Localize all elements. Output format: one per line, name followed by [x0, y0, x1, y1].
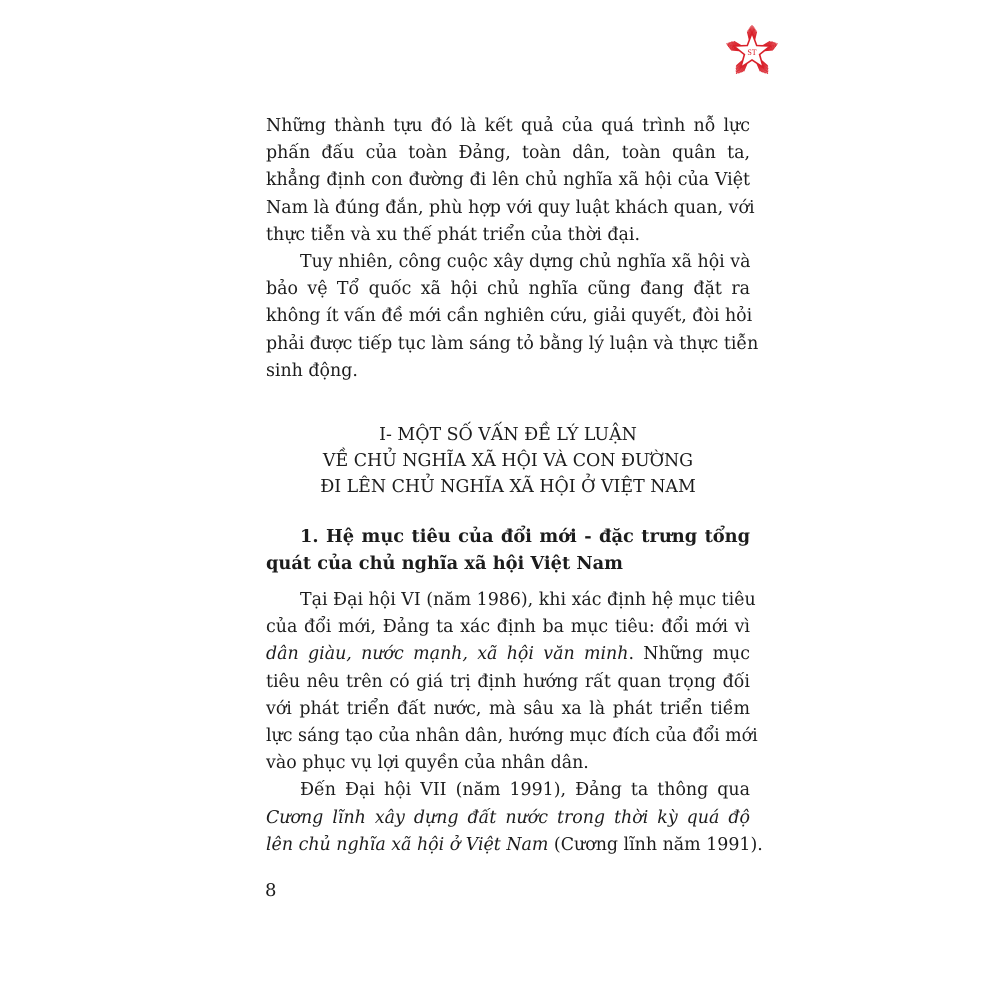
- text-line: [266, 303, 753, 330]
- text-line: [266, 222, 750, 249]
- text-segment: Tại Đại hội VI (năm 1986), khi xác định hệ mục tiêu: [300, 590, 756, 610]
- text-segment: I- MỘT SỐ VẤN ĐỀ LÝ LUẬN: [379, 425, 637, 445]
- text-segment: 1. Hệ mục tiêu của đổi mới - đặc trưng tổng: [300, 526, 750, 547]
- text-segment: với phát triển đất nước, mà sâu xa là phát triển tiềm: [266, 698, 750, 719]
- page-number: 8: [265, 880, 277, 901]
- text-line: [266, 140, 750, 167]
- text-segment: sinh động.: [266, 360, 358, 381]
- text-line: [266, 195, 755, 222]
- italic-text: dân giàu, nước mạnh, xã hội văn minh: [266, 644, 629, 665]
- text-line: [266, 641, 750, 668]
- italic-text: lên chủ nghĩa xã hội ở Việt Nam: [266, 834, 549, 855]
- text-line: [266, 723, 758, 750]
- paragraph-intro: [266, 113, 759, 385]
- text-segment: bảo vệ Tổ quốc xã hội chủ nghĩa cũng đang đặt ra: [266, 279, 750, 300]
- text-segment: Những thành tựu đó là kết quả của quá trình nỗ lực: [266, 116, 750, 136]
- text-segment: Tuy nhiên, công cuộc xây dựng chủ nghĩa xã hội và: [300, 251, 751, 272]
- text-line: [266, 587, 756, 614]
- paragraph-body: [266, 587, 763, 859]
- text-segment: Nam là đúng đắn, phù hợp với quy luật khách quan, với: [266, 197, 755, 218]
- text-line: [266, 358, 750, 385]
- section-heading: [266, 422, 750, 500]
- text-line: [266, 448, 750, 474]
- italic-text: Cương lĩnh xây dựng đất nước trong thời kỳ quá độ: [266, 807, 750, 828]
- text-line: [266, 805, 750, 832]
- text-segment: phải được tiếp tục làm sáng tỏ bằng lý luận và thực tiễn: [266, 333, 759, 354]
- text-segment: tiêu nêu trên có giá trị định hướng rất quan trọng đối: [266, 671, 750, 692]
- text-segment: của đổi mới, Đảng ta xác định ba mục tiêu: đổi mới vì: [266, 617, 750, 638]
- text-line: [266, 167, 750, 194]
- text-line: [266, 669, 750, 696]
- text-segment: quát của chủ nghĩa xã hội Việt Nam: [266, 553, 623, 575]
- text-line: [266, 331, 759, 358]
- text-segment: lực sáng tạo của nhân dân, hướng mục đích của đổi mới: [266, 725, 758, 746]
- text-segment: VỀ CHỦ NGHĨA XÃ HỘI VÀ CON ĐƯỜNG: [322, 451, 694, 471]
- text-line: [266, 832, 763, 859]
- logo-monogram: ST: [747, 48, 757, 57]
- publisher-star-logo: [722, 22, 782, 82]
- subsection-heading: [266, 523, 750, 577]
- text-segment: phấn đấu của toàn Đảng, toàn dân, toàn quân ta,: [266, 143, 750, 164]
- text-segment: (Cương lĩnh năm 1991).: [548, 834, 763, 855]
- text-line: [266, 474, 750, 500]
- text-segment: Đến Đại hội VII (năm 1991), Đảng ta thông qua: [300, 780, 750, 801]
- text-segment: ĐI LÊN CHỦ NGHĨA XÃ HỘI Ở VIỆT NAM: [320, 477, 696, 497]
- text-line: [266, 422, 750, 448]
- text-line: [266, 523, 750, 550]
- text-line: [266, 777, 750, 804]
- text-line: [266, 249, 750, 276]
- text-line: [266, 614, 750, 641]
- text-line: [266, 276, 750, 303]
- text-segment: không ít vấn đề mới cần nghiên cứu, giải quyết, đòi hỏi: [266, 306, 753, 327]
- text-line: [266, 113, 750, 140]
- text-segment: . Những mục: [628, 644, 750, 665]
- text-line: [266, 750, 750, 777]
- text-segment: khẳng định con đường đi lên chủ nghĩa xã hội của Việt: [266, 170, 750, 191]
- text-segment: vào phục vụ lợi quyền của nhân dân.: [266, 753, 589, 774]
- star-logo-icon: [722, 22, 782, 82]
- text-line: [266, 550, 750, 577]
- text-segment: thực tiễn và xu thế phát triển của thời đại.: [266, 224, 640, 245]
- text-line: [266, 696, 750, 723]
